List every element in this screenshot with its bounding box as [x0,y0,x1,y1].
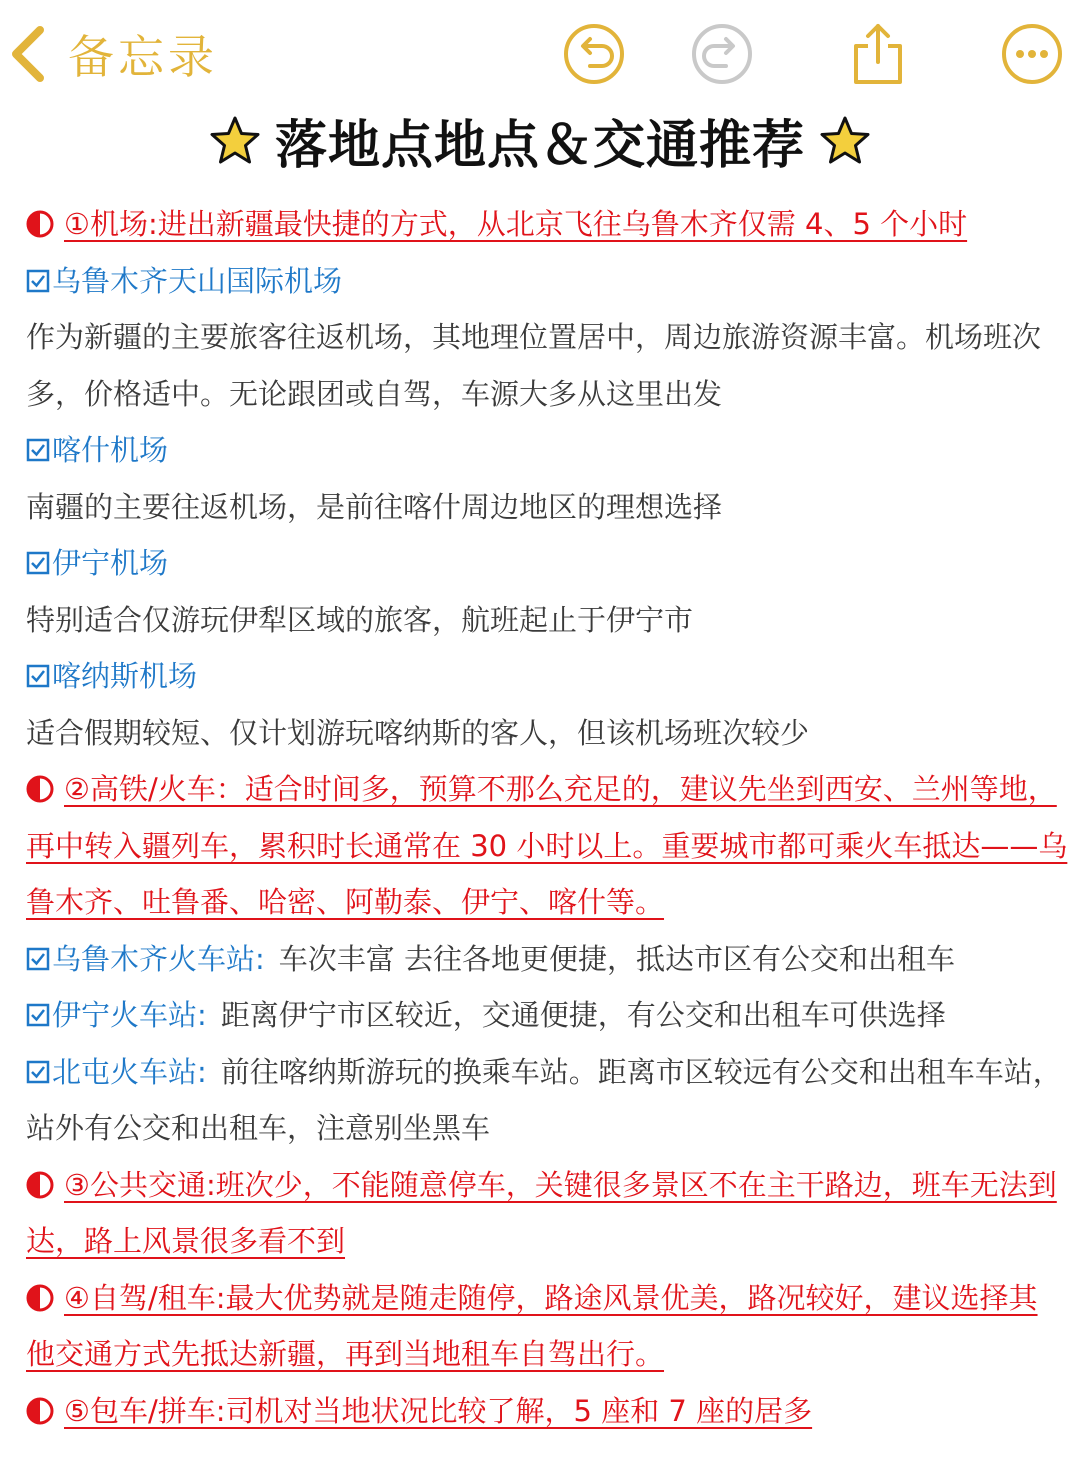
section-text: 再中转入疆列车，累积时长通常在 30 小时以上。重要城市都可乘火车抵达——乌 [26,828,1068,863]
item-description: 特别适合仅游玩伊犁区域的旅客，航班起止于伊宁市 [26,602,694,637]
half-circle-icon [26,1171,54,1199]
more-icon [1000,22,1064,86]
item-description: 距离伊宁市区较近，交通便捷，有公交和出租车可供选择 [220,998,946,1032]
half-circle-icon [26,1284,54,1312]
checked-box-icon [26,664,50,688]
section-text: ③公共交通:班次少，不能随意停车，关键很多景区不在主干路边，班车无法到 [64,1167,1057,1202]
checked-box-icon [26,551,50,575]
list-item-title [26,422,1060,479]
item-name: 伊宁机场 [52,546,169,580]
list-item-title [26,1044,1060,1101]
note-body[interactable] [26,196,1068,1439]
undo-button[interactable] [562,22,626,86]
half-circle-icon [26,1397,54,1425]
half-circle-icon [26,210,54,238]
item-description: 站外有公交和出租车，注意别坐黑车 [26,1111,491,1145]
item-name: 伊宁火车站: [52,998,207,1032]
section-text: 达，路上风景很多看不到 [26,1224,346,1258]
redo-button[interactable] [690,22,754,86]
half-circle-icon [26,775,54,803]
item-name: 乌鲁木齐天山国际机场 [52,263,343,298]
list-item-title [26,987,1060,1044]
item-name: 喀什机场 [52,433,169,467]
section-heading [26,196,1060,253]
section-heading [26,761,1060,818]
undo-icon [562,22,626,86]
list-item-title [26,931,1060,988]
list-item-title [26,648,1060,705]
section-heading [26,1157,1060,1214]
item-description: 车次丰富 去往各地更便捷，抵达市区有公交和出租车 [278,941,956,976]
chevron-left-icon [8,24,48,84]
item-name: 喀纳斯机场 [52,659,198,693]
section-text: 他交通方式先抵达新疆，再到当地租车自驾出行。 [26,1337,665,1371]
share-button[interactable] [846,22,910,86]
note-title [0,104,1080,176]
checked-box-icon [26,1003,50,1027]
section-text: ①机场:进出新疆最快捷的方式，从北京飞往乌鲁木齐仅需 4、5 个小时 [64,207,968,241]
item-name: 北屯火车站: [52,1054,207,1089]
section-heading [26,1270,1060,1327]
list-item-title [26,535,1060,592]
section-heading [26,1383,1060,1440]
item-description: 作为新疆的主要旅客往返机场，其地理位置居中，周边旅游资源丰富。机场班次 [26,320,1042,354]
item-description: 前往喀纳斯游玩的换乘车站。距离市区较远有公交和出租车车站， [220,1054,1062,1089]
section-text: ⑤包车/拼车:司机对当地状况比较了解，5 座和 7 座的居多 [64,1393,813,1428]
item-description: 多，价格适中。无论跟团或自驾，车源大多从这里出发 [26,376,723,411]
checked-box-icon [26,1060,50,1084]
checked-box-icon [26,269,50,293]
redo-icon [690,22,754,86]
section-text: 鲁木齐、吐鲁番、哈密、阿勒泰、伊宁、喀什等。 [26,885,665,919]
list-item-title [26,253,1060,310]
top-nav-bar [0,0,1080,100]
item-description: 南疆的主要往返机场，是前往喀什周边地区的理想选择 [26,489,723,524]
share-icon [846,22,910,86]
more-button[interactable] [1000,22,1064,86]
title-text: 落地点地点＆交通推荐 [274,115,805,176]
back-button[interactable] [8,22,218,86]
checked-box-icon [26,438,50,462]
star-icon [819,115,871,165]
star-icon [209,115,261,165]
item-description: 适合假期较短、仅计划游玩喀纳斯的客人，但该机场班次较少 [26,715,810,750]
back-label: 备忘录 [68,30,218,84]
checked-box-icon [26,947,50,971]
section-text: ②高铁/火车：适合时间多，预算不那么充足的，建议先坐到西安、兰州等地， [64,772,1057,806]
section-text: ④自驾/租车:最大优势就是随走随停，路途风景优美，路况较好，建议选择其 [64,1280,1038,1315]
item-name: 乌鲁木齐火车站: [52,941,265,976]
